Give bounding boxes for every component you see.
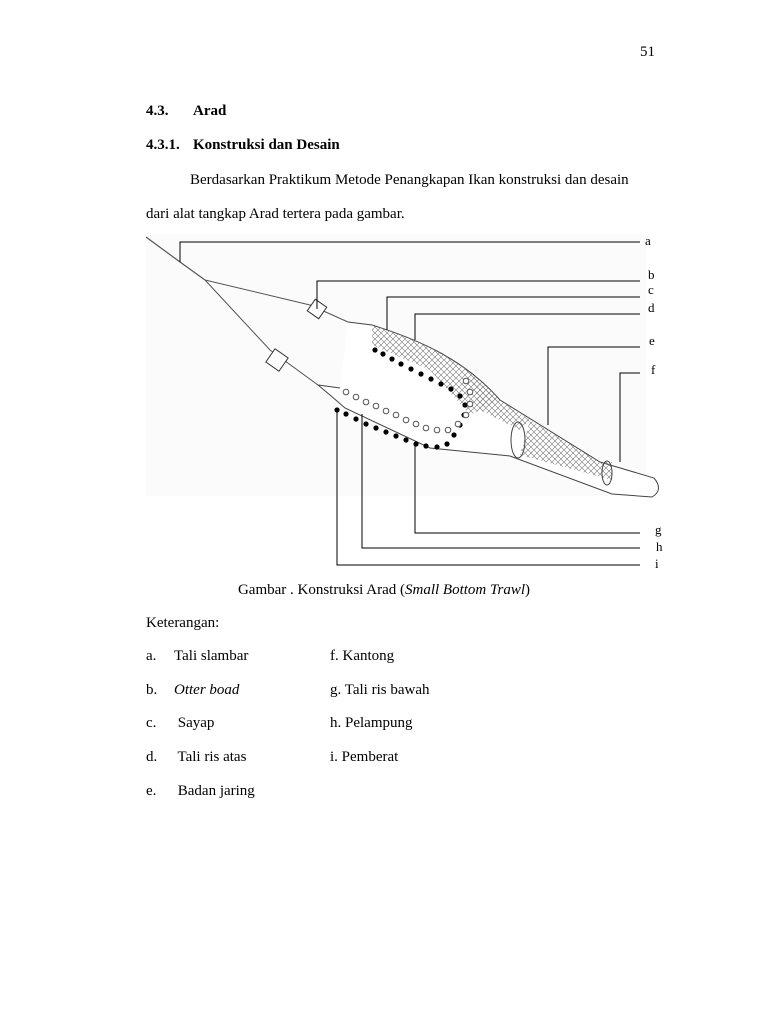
section-title: Arad — [193, 103, 227, 119]
section-number: 4.3. — [146, 103, 169, 119]
legend-name: Sayap — [174, 715, 215, 731]
caption-suffix: ) — [525, 582, 531, 598]
figure-label-g: g — [655, 522, 662, 537]
paragraph-line-2: dari alat tangkap Arad tertera pada gambar. — [146, 206, 405, 222]
figure-label-a: a — [645, 233, 651, 248]
legend-right: f. Kantong — [330, 648, 395, 664]
figure-label-e: e — [649, 333, 655, 348]
page-number: 51 — [640, 44, 655, 60]
figure-label-h: h — [656, 539, 663, 554]
legend-name: Badan jaring — [174, 783, 255, 799]
figure-label-i: i — [655, 556, 659, 571]
legend-letter: c. — [146, 715, 157, 731]
legend-name: Tali ris atas — [174, 749, 247, 765]
legend-letter: b. — [146, 682, 158, 698]
figure-label-d: d — [648, 300, 655, 315]
legend-letter: a. — [146, 648, 157, 664]
figure-label-f: f — [651, 362, 656, 377]
paragraph-line-1: Berdasarkan Praktikum Metode Penangkapan Ikan konstruksi dan desain — [190, 172, 629, 188]
legend-letter: d. — [146, 749, 158, 765]
legend-letter: e. — [146, 783, 157, 799]
caption-italic: Small Bottom Trawl — [405, 582, 526, 598]
figure-label-b: b — [648, 267, 655, 282]
legend-heading: Keterangan: — [146, 615, 220, 631]
subsection-number: 4.3.1. — [146, 137, 180, 153]
caption-prefix: Gambar . Konstruksi Arad ( — [237, 582, 406, 598]
figure-caption — [0, 582, 768, 599]
legend-right: h. Pelampung — [330, 715, 413, 731]
figure-label-c: c — [648, 282, 654, 297]
legend-right: i. Pemberat — [330, 749, 399, 765]
legend-name: Tali slambar — [174, 648, 249, 664]
legend-right: g. Tali ris bawah — [330, 682, 430, 698]
subsection-title: Konstruksi dan Desain — [193, 137, 340, 153]
legend-name: Otter boad — [174, 682, 240, 698]
